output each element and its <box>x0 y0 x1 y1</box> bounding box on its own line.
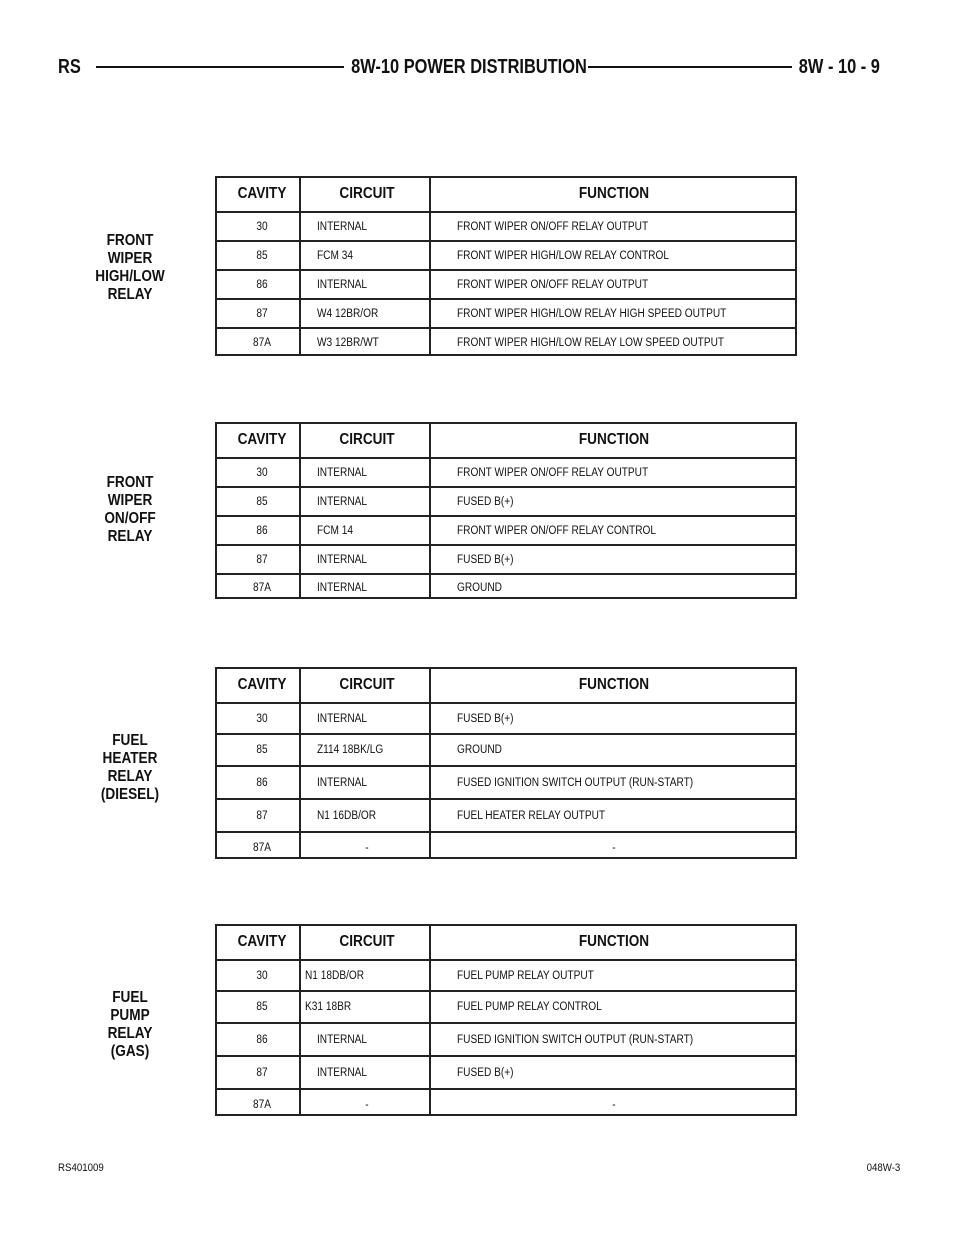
cavity-cell: 85 <box>256 249 268 262</box>
circuit-cell: INTERNAL <box>317 220 368 233</box>
circuit-cell: INTERNAL <box>317 712 368 725</box>
cavity-table <box>215 924 797 1116</box>
function-cell: FUEL PUMP RELAY CONTROL <box>457 1001 602 1013</box>
cavity-cell: 87A <box>252 1099 272 1111</box>
table-row <box>217 242 795 271</box>
figure-reference: 048W-3 <box>866 1162 900 1174</box>
table-row <box>217 1024 795 1057</box>
table-row <box>217 488 795 517</box>
page-header <box>58 56 880 78</box>
relay-label-line: RELAY <box>107 768 153 785</box>
table-row <box>217 833 795 863</box>
cavity-cell: 87 <box>256 307 268 320</box>
table-row <box>217 546 795 575</box>
header-page-number: 8W - 10 - 9 <box>798 56 880 78</box>
table-row <box>217 767 795 800</box>
circuit-cell: INTERNAL <box>317 582 368 594</box>
table-row <box>217 1090 795 1120</box>
cavity-cell: 85 <box>256 744 268 756</box>
relay-label-line: RELAY <box>107 286 153 303</box>
cavity-cell: 86 <box>256 524 268 537</box>
cavity-cell: 30 <box>256 712 268 725</box>
relay-label-line: RELAY <box>107 528 153 545</box>
relay-label-line: FUEL <box>112 732 148 749</box>
function-column-header: FUNCTION <box>578 676 650 693</box>
function-cell: FUSED B(+) <box>457 495 514 508</box>
cavity-cell: 87A <box>252 337 272 349</box>
circuit-cell: K31 18BR <box>305 1001 352 1013</box>
table-row <box>217 459 795 488</box>
cavity-cell: 85 <box>256 1001 268 1013</box>
relay-label-line: RELAY <box>107 1025 153 1042</box>
circuit-cell: INTERNAL <box>317 553 368 566</box>
cavity-cell: 87 <box>256 553 268 566</box>
table-row <box>217 800 795 833</box>
function-cell: FRONT WIPER ON/OFF RELAY OUTPUT <box>457 220 649 233</box>
cavity-table <box>215 667 797 859</box>
relay-label-line: ON/OFF <box>104 510 156 527</box>
function-cell: FRONT WIPER ON/OFF RELAY OUTPUT <box>457 278 649 291</box>
cavity-column-header: CAVITY <box>237 185 287 202</box>
function-cell: FUSED B(+) <box>457 712 514 725</box>
table-row <box>217 517 795 546</box>
circuit-cell: - <box>365 1099 369 1111</box>
circuit-cell: INTERNAL <box>317 495 368 508</box>
cavity-cell: 86 <box>256 776 268 789</box>
cavity-cell: 30 <box>256 220 268 233</box>
circuit-cell: N1 18DB/OR <box>305 969 365 982</box>
table-row <box>217 735 795 767</box>
circuit-column-header: CIRCUIT <box>339 185 395 202</box>
function-cell: FRONT WIPER ON/OFF RELAY OUTPUT <box>457 466 649 479</box>
cavity-table <box>215 176 797 356</box>
cavity-column-header: CAVITY <box>237 676 287 693</box>
relay-label-line: FRONT <box>106 474 154 491</box>
circuit-column-header: CIRCUIT <box>339 431 395 448</box>
relay-label <box>71 474 190 546</box>
function-cell: FUSED B(+) <box>457 1066 514 1079</box>
cavity-cell: 30 <box>256 969 268 982</box>
function-cell: FUSED IGNITION SWITCH OUTPUT (RUN-START) <box>457 1033 694 1046</box>
circuit-column-header: CIRCUIT <box>339 676 395 693</box>
relay-label <box>71 989 190 1061</box>
function-column-header: FUNCTION <box>578 933 650 950</box>
cavity-cell: 86 <box>256 1033 268 1046</box>
cavity-cell: 87A <box>252 842 272 854</box>
table-row <box>217 575 795 601</box>
circuit-cell: FCM 14 <box>317 524 353 537</box>
relay-label-line: HIGH/LOW <box>95 268 165 285</box>
cavity-cell: 85 <box>256 495 268 508</box>
function-cell: FRONT WIPER ON/OFF RELAY CONTROL <box>457 524 657 537</box>
function-cell: FUEL HEATER RELAY OUTPUT <box>457 809 606 822</box>
table-header-row <box>217 926 795 961</box>
cavity-cell: 86 <box>256 278 268 291</box>
relay-label-line: FRONT <box>106 232 154 249</box>
cavity-cell: 87 <box>256 1066 268 1079</box>
function-column-header: FUNCTION <box>578 431 650 448</box>
circuit-cell: INTERNAL <box>317 1033 368 1046</box>
table-row <box>217 704 795 735</box>
circuit-cell: FCM 34 <box>317 249 353 262</box>
figure-id: RS401009 <box>58 1162 104 1174</box>
function-cell: FUSED IGNITION SWITCH OUTPUT (RUN-START) <box>457 776 694 789</box>
relay-label-line: (DIESEL) <box>100 786 160 803</box>
relay-label <box>71 732 190 804</box>
table-row <box>217 961 795 992</box>
function-cell: FRONT WIPER HIGH/LOW RELAY CONTROL <box>457 249 669 262</box>
function-cell: FUEL PUMP RELAY OUTPUT <box>457 969 594 982</box>
relay-label-line: PUMP <box>110 1007 150 1024</box>
cavity-column-header: CAVITY <box>237 431 287 448</box>
cavity-cell: 30 <box>256 466 268 479</box>
table-row <box>217 300 795 329</box>
cavity-cell: 87A <box>252 582 272 594</box>
relay-label-line: (GAS) <box>110 1043 150 1060</box>
function-cell: - <box>612 842 616 854</box>
header-section-code: RS <box>58 56 81 78</box>
relay-label-line: WIPER <box>107 250 153 267</box>
relay-label-line: HEATER <box>102 750 158 767</box>
cavity-table <box>215 422 797 599</box>
table-header-row <box>217 669 795 704</box>
table-header-row <box>217 424 795 459</box>
header-rule-right <box>588 66 792 68</box>
relay-label-line: FUEL <box>112 989 148 1006</box>
table-row <box>217 271 795 300</box>
table-header-row <box>217 178 795 213</box>
header-rule-left <box>96 66 344 68</box>
cavity-cell: 87 <box>256 809 268 822</box>
circuit-cell: W3 12BR/WT <box>317 337 379 349</box>
circuit-cell: INTERNAL <box>317 466 368 479</box>
header-title: 8W-10 POWER DISTRIBUTION <box>351 56 587 78</box>
cavity-column-header: CAVITY <box>237 933 287 950</box>
circuit-cell: INTERNAL <box>317 1066 368 1079</box>
table-row <box>217 992 795 1024</box>
circuit-cell: W4 12BR/OR <box>317 307 379 320</box>
circuit-cell: INTERNAL <box>317 278 368 291</box>
function-cell: FUSED B(+) <box>457 553 514 566</box>
circuit-cell: Z114 18BK/LG <box>317 744 384 756</box>
circuit-cell: INTERNAL <box>317 776 368 789</box>
circuit-cell: - <box>365 842 369 854</box>
function-cell: FRONT WIPER HIGH/LOW RELAY HIGH SPEED OUTPUT <box>457 307 727 320</box>
table-row <box>217 1057 795 1090</box>
relay-label-line: WIPER <box>107 492 153 509</box>
table-row <box>217 213 795 242</box>
function-cell: FRONT WIPER HIGH/LOW RELAY LOW SPEED OUTPUT <box>457 337 725 349</box>
table-row <box>217 329 795 357</box>
function-column-header: FUNCTION <box>578 185 650 202</box>
function-cell: GROUND <box>457 582 502 594</box>
circuit-cell: N1 16DB/OR <box>317 809 377 822</box>
function-cell: GROUND <box>457 744 502 756</box>
circuit-column-header: CIRCUIT <box>339 933 395 950</box>
relay-label <box>71 232 190 304</box>
function-cell: - <box>612 1099 616 1111</box>
